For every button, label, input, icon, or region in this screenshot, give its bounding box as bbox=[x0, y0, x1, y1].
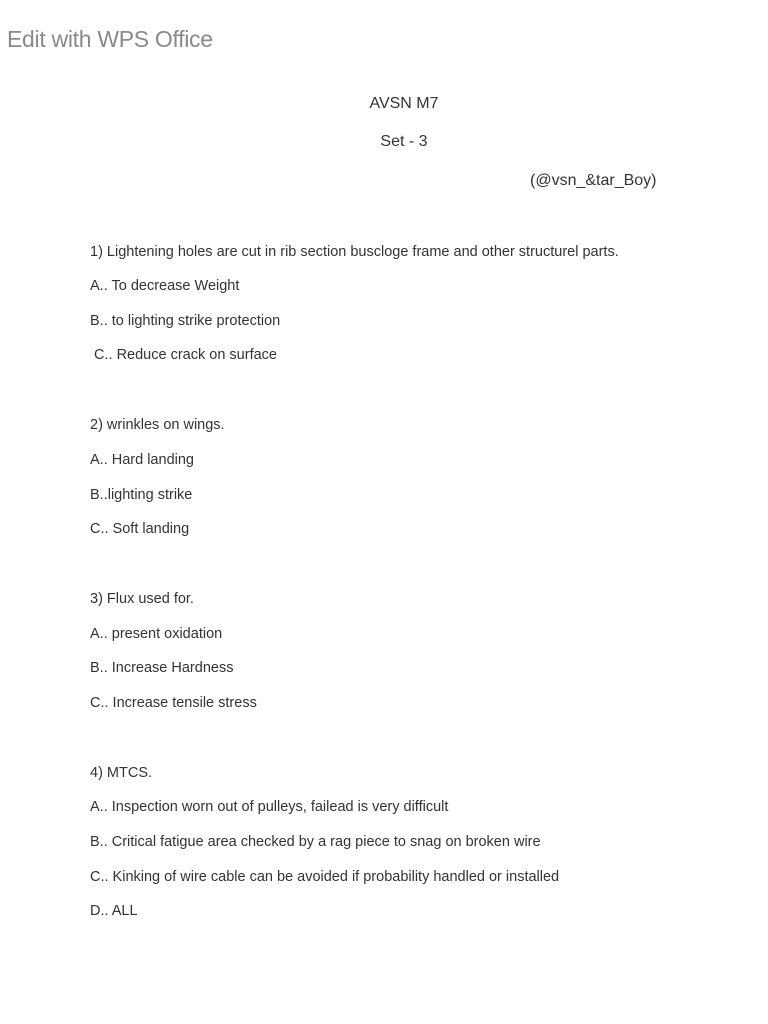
q4-option-d: D.. ALL bbox=[90, 903, 138, 919]
q4-option-b: B.. Critical fatigue area checked by a rag piece to snag on broken wire bbox=[90, 834, 541, 850]
question-4: 4) MTCS. bbox=[90, 765, 153, 781]
document-title: AVSN M7 bbox=[369, 95, 439, 112]
author-handle: (@vsn_&tar_Boy) bbox=[530, 172, 657, 189]
q4-option-a: A.. Inspection worn out of pulleys, failead is very difficult bbox=[90, 799, 449, 815]
q2-option-c: C.. Soft landing bbox=[90, 521, 190, 537]
question-1: 1) Lightening holes are cut in rib section buscloge frame and other structurel parts. bbox=[90, 244, 619, 260]
q1-option-b: B.. to lighting strike protection bbox=[90, 313, 281, 329]
question-2: 2) wrinkles on wings. bbox=[90, 417, 225, 433]
wps-watermark: Edit with WPS Office bbox=[7, 26, 213, 52]
question-3: 3) Flux used for. bbox=[90, 591, 194, 607]
set-label: Set - 3 bbox=[380, 133, 428, 150]
q3-option-b: B.. Increase Hardness bbox=[90, 660, 234, 676]
q3-option-a: A.. present oxidation bbox=[90, 626, 223, 642]
q2-option-a: A.. Hard landing bbox=[90, 452, 194, 468]
q1-option-c: C.. Reduce crack on surface bbox=[90, 347, 277, 363]
q2-option-b: B..lighting strike bbox=[90, 487, 193, 503]
q3-option-c: C.. Increase tensile stress bbox=[90, 695, 257, 711]
q1-option-a: A.. To decrease Weight bbox=[90, 278, 240, 294]
q4-option-c: C.. Kinking of wire cable can be avoided if probability handled or installed bbox=[90, 869, 560, 885]
